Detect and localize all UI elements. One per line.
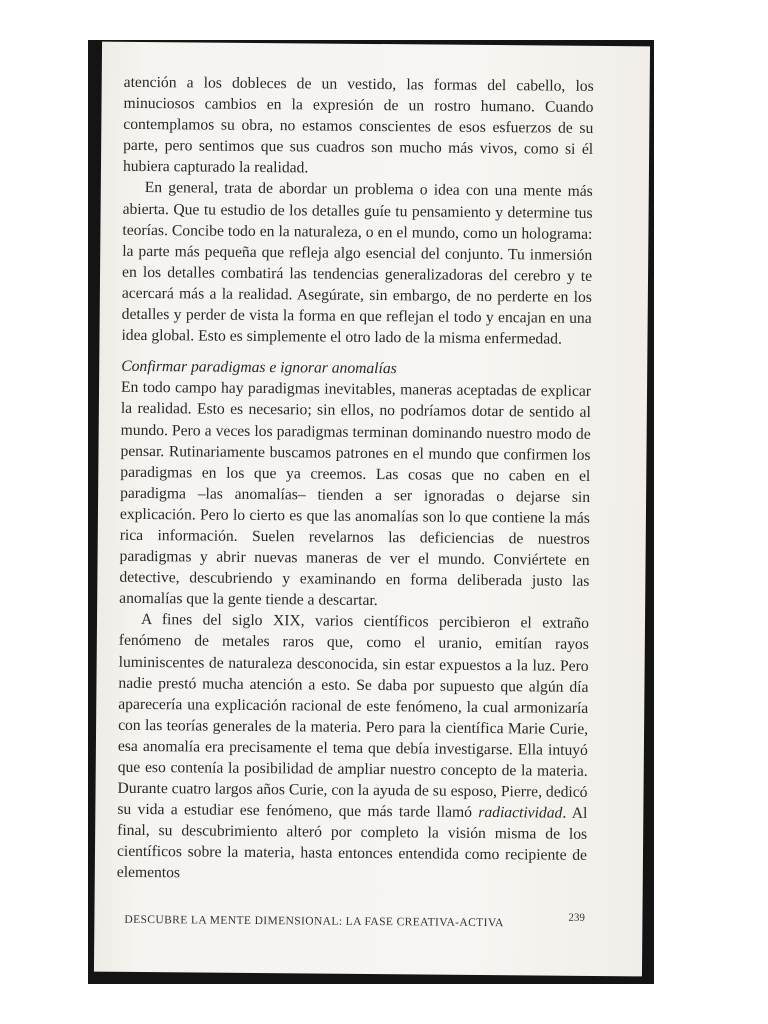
paragraph-3: En todo campo hay paradigmas inevitables, maneras aceptadas de explicar la realidad. Esto es necesario; sin ellos, no podríamos dotar de sentido al mundo. Pero a veces los paradigmas terminan dominando nuestro modo de pensar. Rutinariamente buscamos patrones en el mundo que confirmen los paradigmas en los que ya creemos. Las cosas que no caben en el paradigma –las anomalías– tienden a ser ignoradas o dejarse sin explicación. Pero lo cierto es que las anomalías son lo que contiene la más rica información. Suelen revelarnos las deficiencias de nuestros paradigmas y abrir nuevas maneras de ver el mundo. Conviértete en detective, descubriendo y examinando en forma deliberada justo las anomalías que la gente tiende a descartar.: [119, 379, 592, 610]
running-footer: DESCUBRE LA MENTE DIMENSIONAL: LA FASE CREATIVA-ACTIVA: [124, 913, 504, 930]
paragraph-1: atención a los dobleces de un vestido, las formas del cabello, los minuciosos cambios en la expresión de un rostro humano. Cuando contemplamos su obra, no estamos conscientes de esos esfuerzos de su parte, pero sentimos que sus cuadros son mucho más vivos, como si él hubiera capturado la realidad.: [122, 73, 594, 177]
body-text: [117, 72, 594, 888]
paragraph-4: [117, 609, 589, 887]
book-photo: [88, 40, 654, 984]
book-page: [94, 42, 650, 977]
paragraph-4-text-a: A fines del siglo XIX, varios científicos percibieron el extraño fenómeno de metales raros que, como el uranio, emitían rayos luminiscentes de naturaleza desconocida, sin estar expuestos a la luz. Pero nadie prestó mucha atención a esto. Se daba por supuesto que algún día aparecería una explicación racional de este fenómeno, la cual armonizaría con las teorías generales de la materia. Pero para la científica Marie Curie, esa anomalía era precisamente el tema que debía investigarse. Ella intuyó que eso contenía la posibilidad de ampliar nuestro concepto de la materia. Durante cuatro largos años Curie, con la ayuda de su esposo, Pierre, dedicó su vida a estudiar ese fenómeno, que más tarde llamó: [117, 611, 590, 822]
page-number: 239: [568, 911, 585, 924]
section-heading: Confirmar paradigmas e ignorar anomalías: [121, 358, 397, 378]
paragraph-2: En general, trata de abordar un problema o idea con una mente más abierta. Que tu estudio de los detalles guíe tu pensamiento y determine tus teorías. Concibe todo en la naturaleza, o en el mundo, como un holograma: la parte más pequeña que refleja algo esencial del conjunto. Tu inmersión en los detalles combatirá las tendencias generalizadoras del cerebro y te acercará más a la realidad. Asegúrate, sin embargo, de no perderte en los detalles y perder de vista la forma en que reflejan el todo y encajan en una idea global. Esto es simplemente el otro lado de la misma enfermedad.: [121, 179, 593, 348]
paragraph-4-text-b: . Al final, su descubrimiento alteró por completo la visión misma de los científicos sobre la materia, hasta entonces entendida como recipiente de elementos: [116, 804, 588, 882]
paragraph-4-emphasis: radiactividad: [478, 804, 563, 822]
